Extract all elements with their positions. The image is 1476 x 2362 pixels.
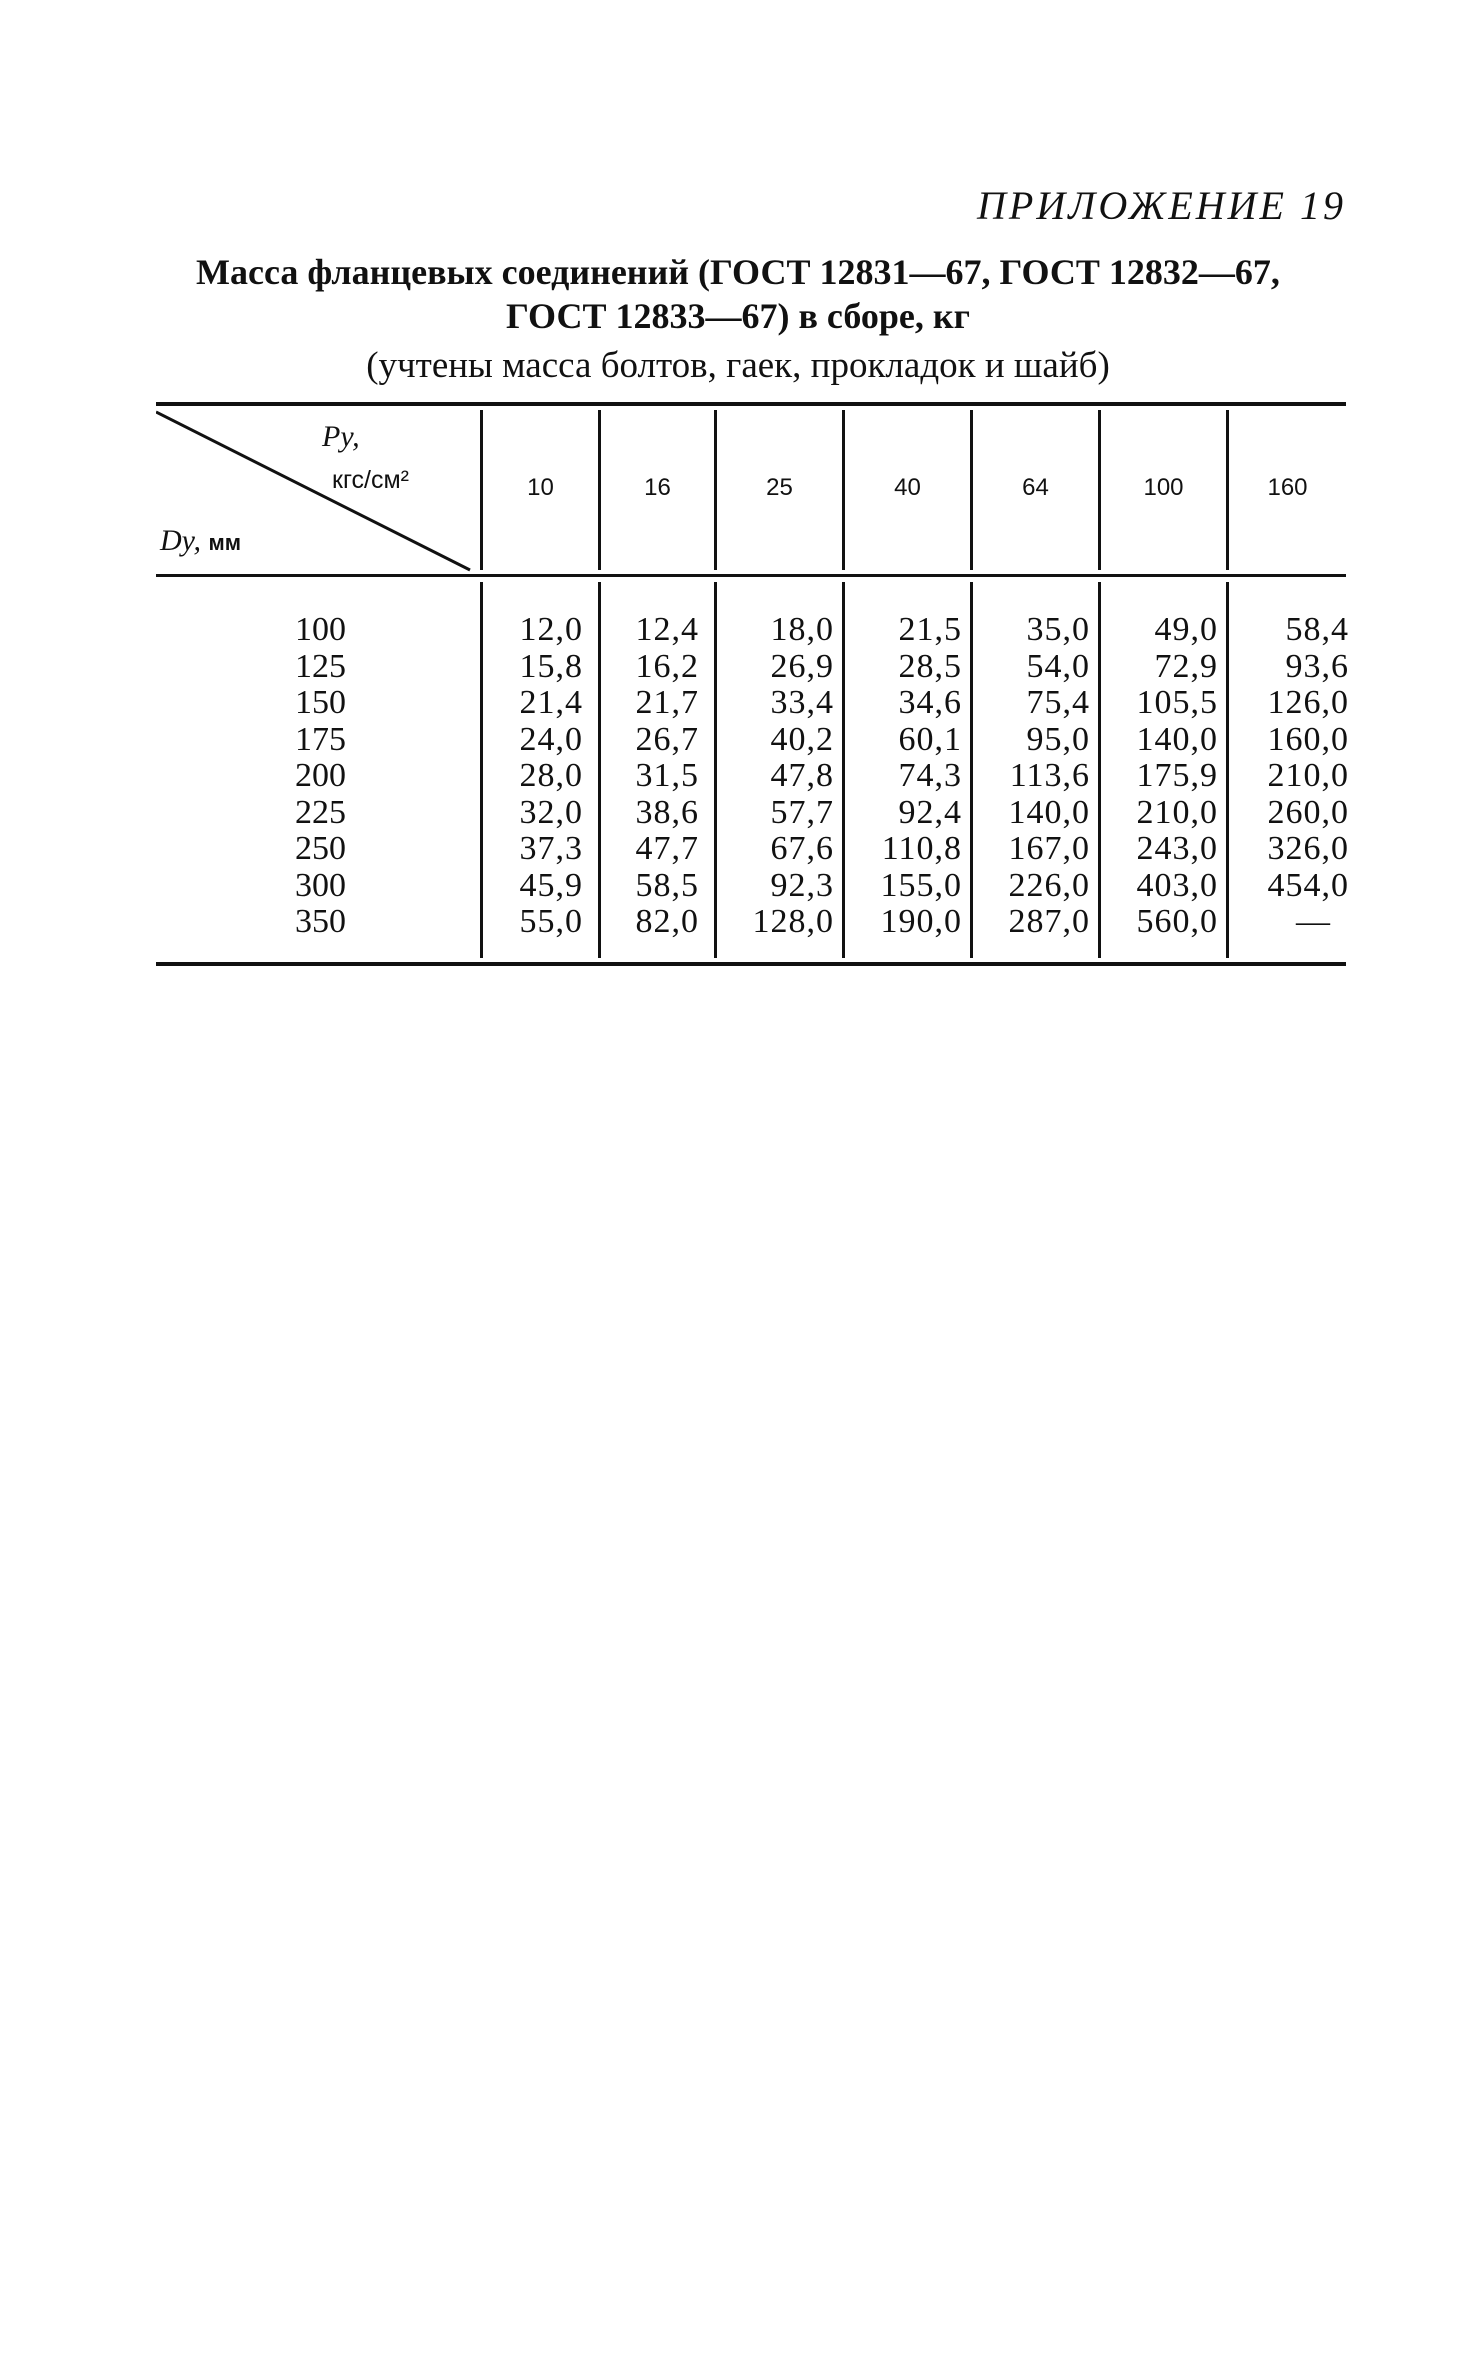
table-subtitle: (учтены масса болтов, гаек, прокладок и шайб) <box>366 345 1110 386</box>
table-cell: 105,5 <box>1136 684 1218 721</box>
table-cell: 33,4 <box>770 684 834 721</box>
table-cell: 45,9 <box>519 866 583 904</box>
dy-cell: 150 <box>295 684 346 721</box>
table-cell: 454,0 <box>1267 866 1349 904</box>
table-cell: 82,0 <box>635 903 699 940</box>
table-cell: 26,7 <box>635 720 699 758</box>
table-cell: 160,0 <box>1267 720 1349 758</box>
table-cell: 128,0 <box>752 903 834 940</box>
table-cell: 18,0 <box>770 611 834 648</box>
diameter-axis-label <box>160 524 241 558</box>
table-cell: 58,4 <box>1285 611 1349 648</box>
table-cell: 58,5 <box>635 866 699 904</box>
table-cell: 167,0 <box>1008 830 1090 867</box>
pressure-header-10: 10 <box>527 474 554 501</box>
header-corner-cell <box>156 406 480 574</box>
table-cell: 21,4 <box>519 684 583 721</box>
table-cell: 26,9 <box>770 647 834 685</box>
table-cell: 28,5 <box>898 647 962 685</box>
table-cell: 54,0 <box>1026 647 1090 685</box>
table-cell: 34,6 <box>898 684 962 721</box>
dy-cell: 175 <box>295 720 346 758</box>
table-title <box>150 250 1326 338</box>
table-cell: 75,4 <box>1026 684 1090 721</box>
pressure-axis-label: Pу, <box>322 420 360 453</box>
values-column-10 <box>483 612 583 941</box>
table-cell: 37,3 <box>519 830 583 867</box>
appendix-label: ПРИЛОЖЕНИЕ 19 <box>977 183 1346 228</box>
table-cell: 155,0 <box>880 866 962 904</box>
table-cell: 287,0 <box>1008 903 1090 940</box>
table-cell: 55,0 <box>519 903 583 940</box>
table-cell: 260,0 <box>1267 793 1349 831</box>
table-cell: 93,6 <box>1285 647 1349 685</box>
dy-cell: 200 <box>295 757 346 794</box>
table-cell: 21,7 <box>635 684 699 721</box>
table-cell: 60,1 <box>898 720 962 758</box>
table-cell: 560,0 <box>1136 903 1218 940</box>
table-cell: 110,8 <box>881 830 962 867</box>
dy-cell: 350 <box>295 903 346 940</box>
pressure-header-16: 16 <box>644 474 671 501</box>
table-cell: 40,2 <box>770 720 834 758</box>
pressure-header-40: 40 <box>894 474 921 501</box>
table-cell: 326,0 <box>1267 830 1349 867</box>
table-cell: 126,0 <box>1267 684 1349 721</box>
diameter-unit-label: мм <box>208 530 242 555</box>
table-cell: 403,0 <box>1136 866 1218 904</box>
dy-cell: 300 <box>295 866 346 904</box>
table-cell: 15,8 <box>519 647 583 685</box>
diameter-column <box>156 612 346 941</box>
table-cell: 92,4 <box>898 793 962 831</box>
title-line-1: Масса фланцевых соединений (ГОСТ 12831—67, ГОСТ 12832—67, <box>196 252 1280 292</box>
pressure-unit-label: кгс/см² <box>332 466 409 494</box>
values-column-16 <box>601 612 699 941</box>
dy-cell: 125 <box>295 647 346 685</box>
table-cell: 12,4 <box>635 611 699 648</box>
table-cell: — <box>1296 903 1331 940</box>
table-cell: 12,0 <box>519 611 583 648</box>
table-cell: 49,0 <box>1154 611 1218 648</box>
diameter-label-text: Dу, <box>160 524 201 557</box>
pressure-header-100: 100 <box>1143 474 1184 501</box>
table-cell: 57,7 <box>770 793 834 831</box>
table-cell: 32,0 <box>519 793 583 831</box>
table-cell: 16,2 <box>635 647 699 685</box>
table-bottom-rule <box>156 962 1346 966</box>
values-column-100 <box>1101 612 1218 941</box>
table-cell: 72,9 <box>1154 647 1218 685</box>
table-cell: 92,3 <box>770 866 834 904</box>
dy-cell: 225 <box>295 793 346 831</box>
values-column-40 <box>845 612 962 941</box>
table-cell: 190,0 <box>880 903 962 940</box>
table-cell: 226,0 <box>1008 866 1090 904</box>
table-cell: 113,6 <box>1009 757 1090 794</box>
table-cell: 21,5 <box>898 611 962 648</box>
pressure-header-160: 160 <box>1267 474 1308 501</box>
table-cell: 35,0 <box>1026 611 1090 648</box>
table-cell: 140,0 <box>1136 720 1218 758</box>
values-column-64 <box>973 612 1090 941</box>
values-column-160 <box>1229 612 1349 941</box>
table-cell: 24,0 <box>519 720 583 758</box>
table-cell: 74,3 <box>898 757 962 794</box>
table-cell: 140,0 <box>1008 793 1090 831</box>
values-column-25 <box>717 612 834 941</box>
table-cell: 67,6 <box>770 830 834 867</box>
table-cell: 31,5 <box>635 757 699 794</box>
table-cell: 210,0 <box>1267 757 1349 794</box>
table-header-rule <box>156 574 1346 577</box>
table-cell: 38,6 <box>635 793 699 831</box>
table-cell: 210,0 <box>1136 793 1218 831</box>
dy-cell: 250 <box>295 830 346 867</box>
pressure-header-25: 25 <box>766 474 793 501</box>
pressure-header-64: 64 <box>1022 474 1049 501</box>
table-cell: 95,0 <box>1026 720 1090 758</box>
table-cell: 243,0 <box>1136 830 1218 867</box>
table-cell: 47,7 <box>635 830 699 867</box>
table-cell: 175,9 <box>1136 757 1218 794</box>
table-cell: 28,0 <box>519 757 583 794</box>
table-cell: 47,8 <box>770 757 834 794</box>
title-line-2: ГОСТ 12833—67) в сборе, кг <box>506 296 970 336</box>
dy-cell: 100 <box>295 611 346 648</box>
